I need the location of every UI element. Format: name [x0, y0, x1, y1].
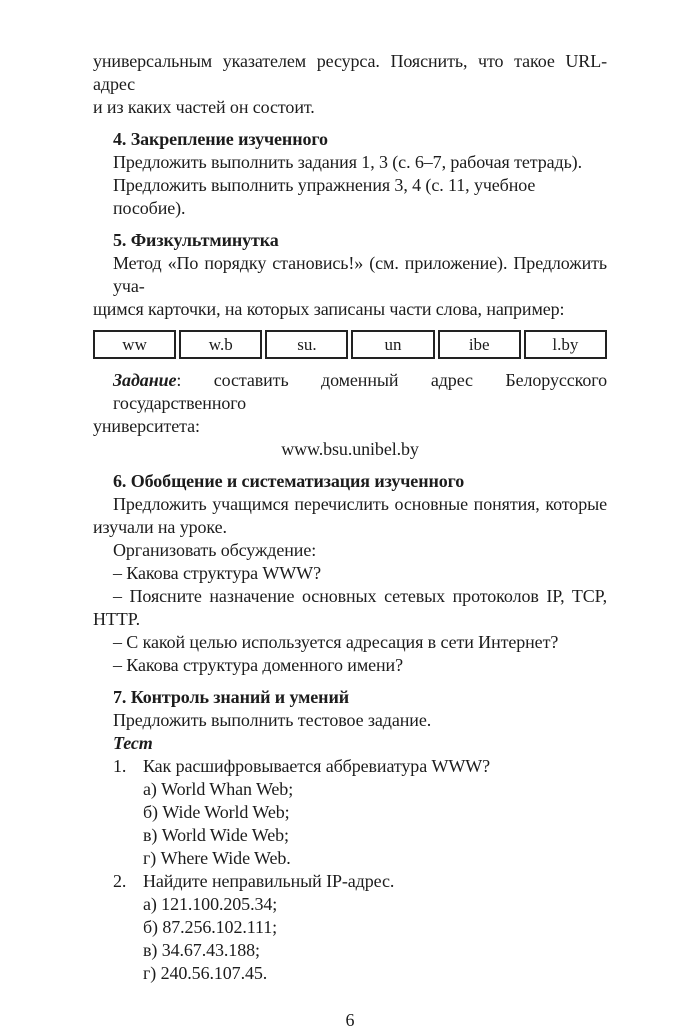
word-card-cell: su.: [265, 330, 348, 359]
intro-paragraph-line-2: и из каких частей он состоит.: [93, 97, 315, 117]
section-4-heading: 4. Закрепление изученного: [113, 129, 328, 149]
test-question-2-option-g: г) 240.56.107.45.: [143, 963, 268, 983]
section-7-line-1: Предложить выполнить тестовое задание.: [113, 710, 432, 730]
domain-address-text: www.bsu.unibel.by: [281, 439, 419, 459]
page-number: 6: [345, 1010, 355, 1030]
test-label: Тест: [113, 733, 153, 753]
section-6-line-1: Предложить учащимся перечислить основные понятия, которые: [113, 494, 607, 514]
test-question-1-option-g: г) Where Wide Web.: [143, 848, 291, 868]
word-card-cell: w.b: [179, 330, 262, 359]
test-question-1: [93, 755, 607, 778]
word-cards-row: [93, 330, 607, 359]
section-5-line-1: Метод «По порядку становись!» (см. приложение). Предложить уча-: [113, 253, 607, 296]
test-question-2-number: 2.: [113, 871, 127, 891]
test-question-2-option-v: в) 34.67.43.188;: [143, 940, 260, 960]
word-card-cell: l.by: [524, 330, 607, 359]
test-question-2-option-b: б) 87.256.102.111;: [143, 917, 278, 937]
discussion-question-3: – С какой целью используется адресация в сети Интернет?: [113, 632, 559, 652]
word-card-cell: ibe: [438, 330, 521, 359]
discussion-question-1: – Какова структура WWW?: [113, 563, 321, 583]
test-question-1-text: Как расшифровывается аббревиатура WWW?: [143, 756, 491, 776]
section-7-heading: 7. Контроль знаний и умений: [113, 687, 349, 707]
task-line-1-rest: : составить доменный адрес Белорусского государственного: [113, 370, 607, 413]
section-5-heading: 5. Физкультминутка: [113, 230, 279, 250]
intro-paragraph-line-1: универсальным указателем ресурса. Пояснить, что такое URL-адрес: [93, 51, 607, 94]
section-5-line-2: щимся карточки, на которых записаны части слова, например:: [93, 299, 565, 319]
discussion-question-2-line-2: HTTP.: [93, 609, 141, 629]
word-card-cell: ww: [93, 330, 176, 359]
section-6-line-2: изучали на уроке.: [93, 517, 227, 537]
test-question-2: [93, 870, 607, 893]
section-4-line-2: Предложить выполнить упражнения 3, 4 (с. 11, учебное пособие).: [113, 175, 536, 218]
word-cards-table: [90, 327, 610, 362]
discussion-question-4: – Какова структура доменного имени?: [113, 655, 403, 675]
section-4-line-1: Предложить выполнить задания 1, 3 (с. 6–7, рабочая тетрадь).: [113, 152, 582, 172]
section-6-line-3: Организовать обсуждение:: [113, 540, 317, 560]
test-question-1-number: 1.: [113, 756, 127, 776]
task-label: Задание: [113, 370, 177, 390]
task-line-2: университета:: [93, 416, 200, 436]
test-question-1-option-a: а) World Whan Web;: [143, 779, 294, 799]
task-line-1: [93, 369, 607, 415]
section-6-heading: 6. Обобщение и систематизация изученного: [113, 471, 465, 491]
discussion-question-2-line-1: – Поясните назначение основных сетевых протоколов IP, TCP,: [113, 586, 607, 606]
test-question-1-option-b: б) Wide World Web;: [143, 802, 290, 822]
test-question-2-text: Найдите неправильный IP-адрес.: [143, 871, 395, 891]
test-question-2-option-a: а) 121.100.205.34;: [143, 894, 278, 914]
word-card-cell: un: [351, 330, 434, 359]
test-question-1-option-v: в) World Wide Web;: [143, 825, 289, 845]
